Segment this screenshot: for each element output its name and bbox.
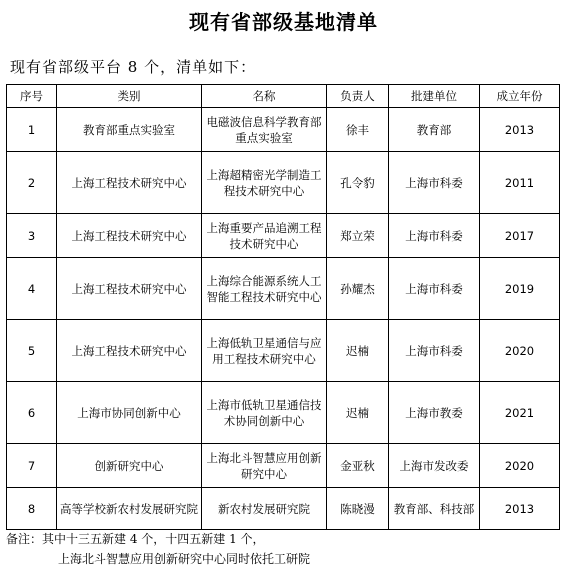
cell-name: 上海重要产品追溯工程技术研究中心 xyxy=(202,214,327,258)
cell-no: 1 xyxy=(7,108,57,152)
header-name: 名称 xyxy=(202,85,327,108)
table-row xyxy=(7,258,560,320)
header-lead: 负责人 xyxy=(327,85,389,108)
cell-unit: 上海市教委 xyxy=(389,382,480,444)
table-row xyxy=(7,152,560,214)
cell-category: 上海工程技术研究中心 xyxy=(57,152,202,214)
table-row xyxy=(7,320,560,382)
cell-name: 上海低轨卫星通信与应用工程技术研究中心 xyxy=(202,320,327,382)
cell-no: 3 xyxy=(7,214,57,258)
cell-name: 上海超精密光学制造工程技术研究中心 xyxy=(202,152,327,214)
cell-unit: 教育部 xyxy=(389,108,480,152)
footnote xyxy=(6,529,310,569)
table-row xyxy=(7,488,560,530)
cell-no: 4 xyxy=(7,258,57,320)
cell-category: 教育部重点实验室 xyxy=(57,108,202,152)
cell-lead: 迟楠 xyxy=(327,320,389,382)
cell-lead: 孔令豹 xyxy=(327,152,389,214)
cell-lead: 郑立荣 xyxy=(327,214,389,258)
table-header-row xyxy=(7,85,560,108)
cell-category: 创新研究中心 xyxy=(57,444,202,488)
footnote-line-1: 备注：其中十三五新建 4 个，十四五新建 1 个， xyxy=(6,532,265,546)
cell-year: 2013 xyxy=(480,488,560,530)
cell-lead: 孙耀杰 xyxy=(327,258,389,320)
cell-category: 上海市协同创新中心 xyxy=(57,382,202,444)
header-no: 序号 xyxy=(7,85,57,108)
header-year: 成立年份 xyxy=(480,85,560,108)
cell-lead: 陈晓漫 xyxy=(327,488,389,530)
cell-category: 上海工程技术研究中心 xyxy=(57,258,202,320)
cell-name: 新农村发展研究院 xyxy=(202,488,327,530)
cell-lead: 迟楠 xyxy=(327,382,389,444)
cell-name: 上海综合能源系统人工智能工程技术研究中心 xyxy=(202,258,327,320)
cell-name: 上海北斗智慧应用创新研究中心 xyxy=(202,444,327,488)
cell-lead: 金亚秋 xyxy=(327,444,389,488)
cell-year: 2021 xyxy=(480,382,560,444)
cell-no: 7 xyxy=(7,444,57,488)
cell-name: 上海市低轨卫星通信技术协同创新中心 xyxy=(202,382,327,444)
cell-no: 2 xyxy=(7,152,57,214)
cell-unit: 上海市科委 xyxy=(389,152,480,214)
cell-year: 2019 xyxy=(480,258,560,320)
header-unit: 批建单位 xyxy=(389,85,480,108)
table-row xyxy=(7,214,560,258)
cell-unit: 教育部、科技部 xyxy=(389,488,480,530)
header-category: 类别 xyxy=(57,85,202,108)
table-row xyxy=(7,382,560,444)
footnote-line-2: 上海北斗智慧应用创新研究中心同时依托工研院 xyxy=(58,552,311,566)
intro-text: 现有省部级平台 8 个，清单如下： xyxy=(10,58,257,76)
page-title: 现有省部级基地清单 xyxy=(189,10,378,34)
cell-unit: 上海市科委 xyxy=(389,320,480,382)
table-row xyxy=(7,108,560,152)
cell-year: 2011 xyxy=(480,152,560,214)
cell-lead: 徐丰 xyxy=(327,108,389,152)
base-list-table xyxy=(6,84,560,530)
cell-category: 上海工程技术研究中心 xyxy=(57,214,202,258)
cell-category: 高等学校新农村发展研究院 xyxy=(57,488,202,530)
cell-no: 5 xyxy=(7,320,57,382)
cell-no: 6 xyxy=(7,382,57,444)
cell-year: 2013 xyxy=(480,108,560,152)
cell-year: 2020 xyxy=(480,444,560,488)
cell-name: 电磁波信息科学教育部重点实验室 xyxy=(202,108,327,152)
cell-unit: 上海市科委 xyxy=(389,214,480,258)
cell-no: 8 xyxy=(7,488,57,530)
cell-category: 上海工程技术研究中心 xyxy=(57,320,202,382)
cell-unit: 上海市科委 xyxy=(389,258,480,320)
cell-unit: 上海市发改委 xyxy=(389,444,480,488)
cell-year: 2017 xyxy=(480,214,560,258)
cell-year: 2020 xyxy=(480,320,560,382)
table-row xyxy=(7,444,560,488)
